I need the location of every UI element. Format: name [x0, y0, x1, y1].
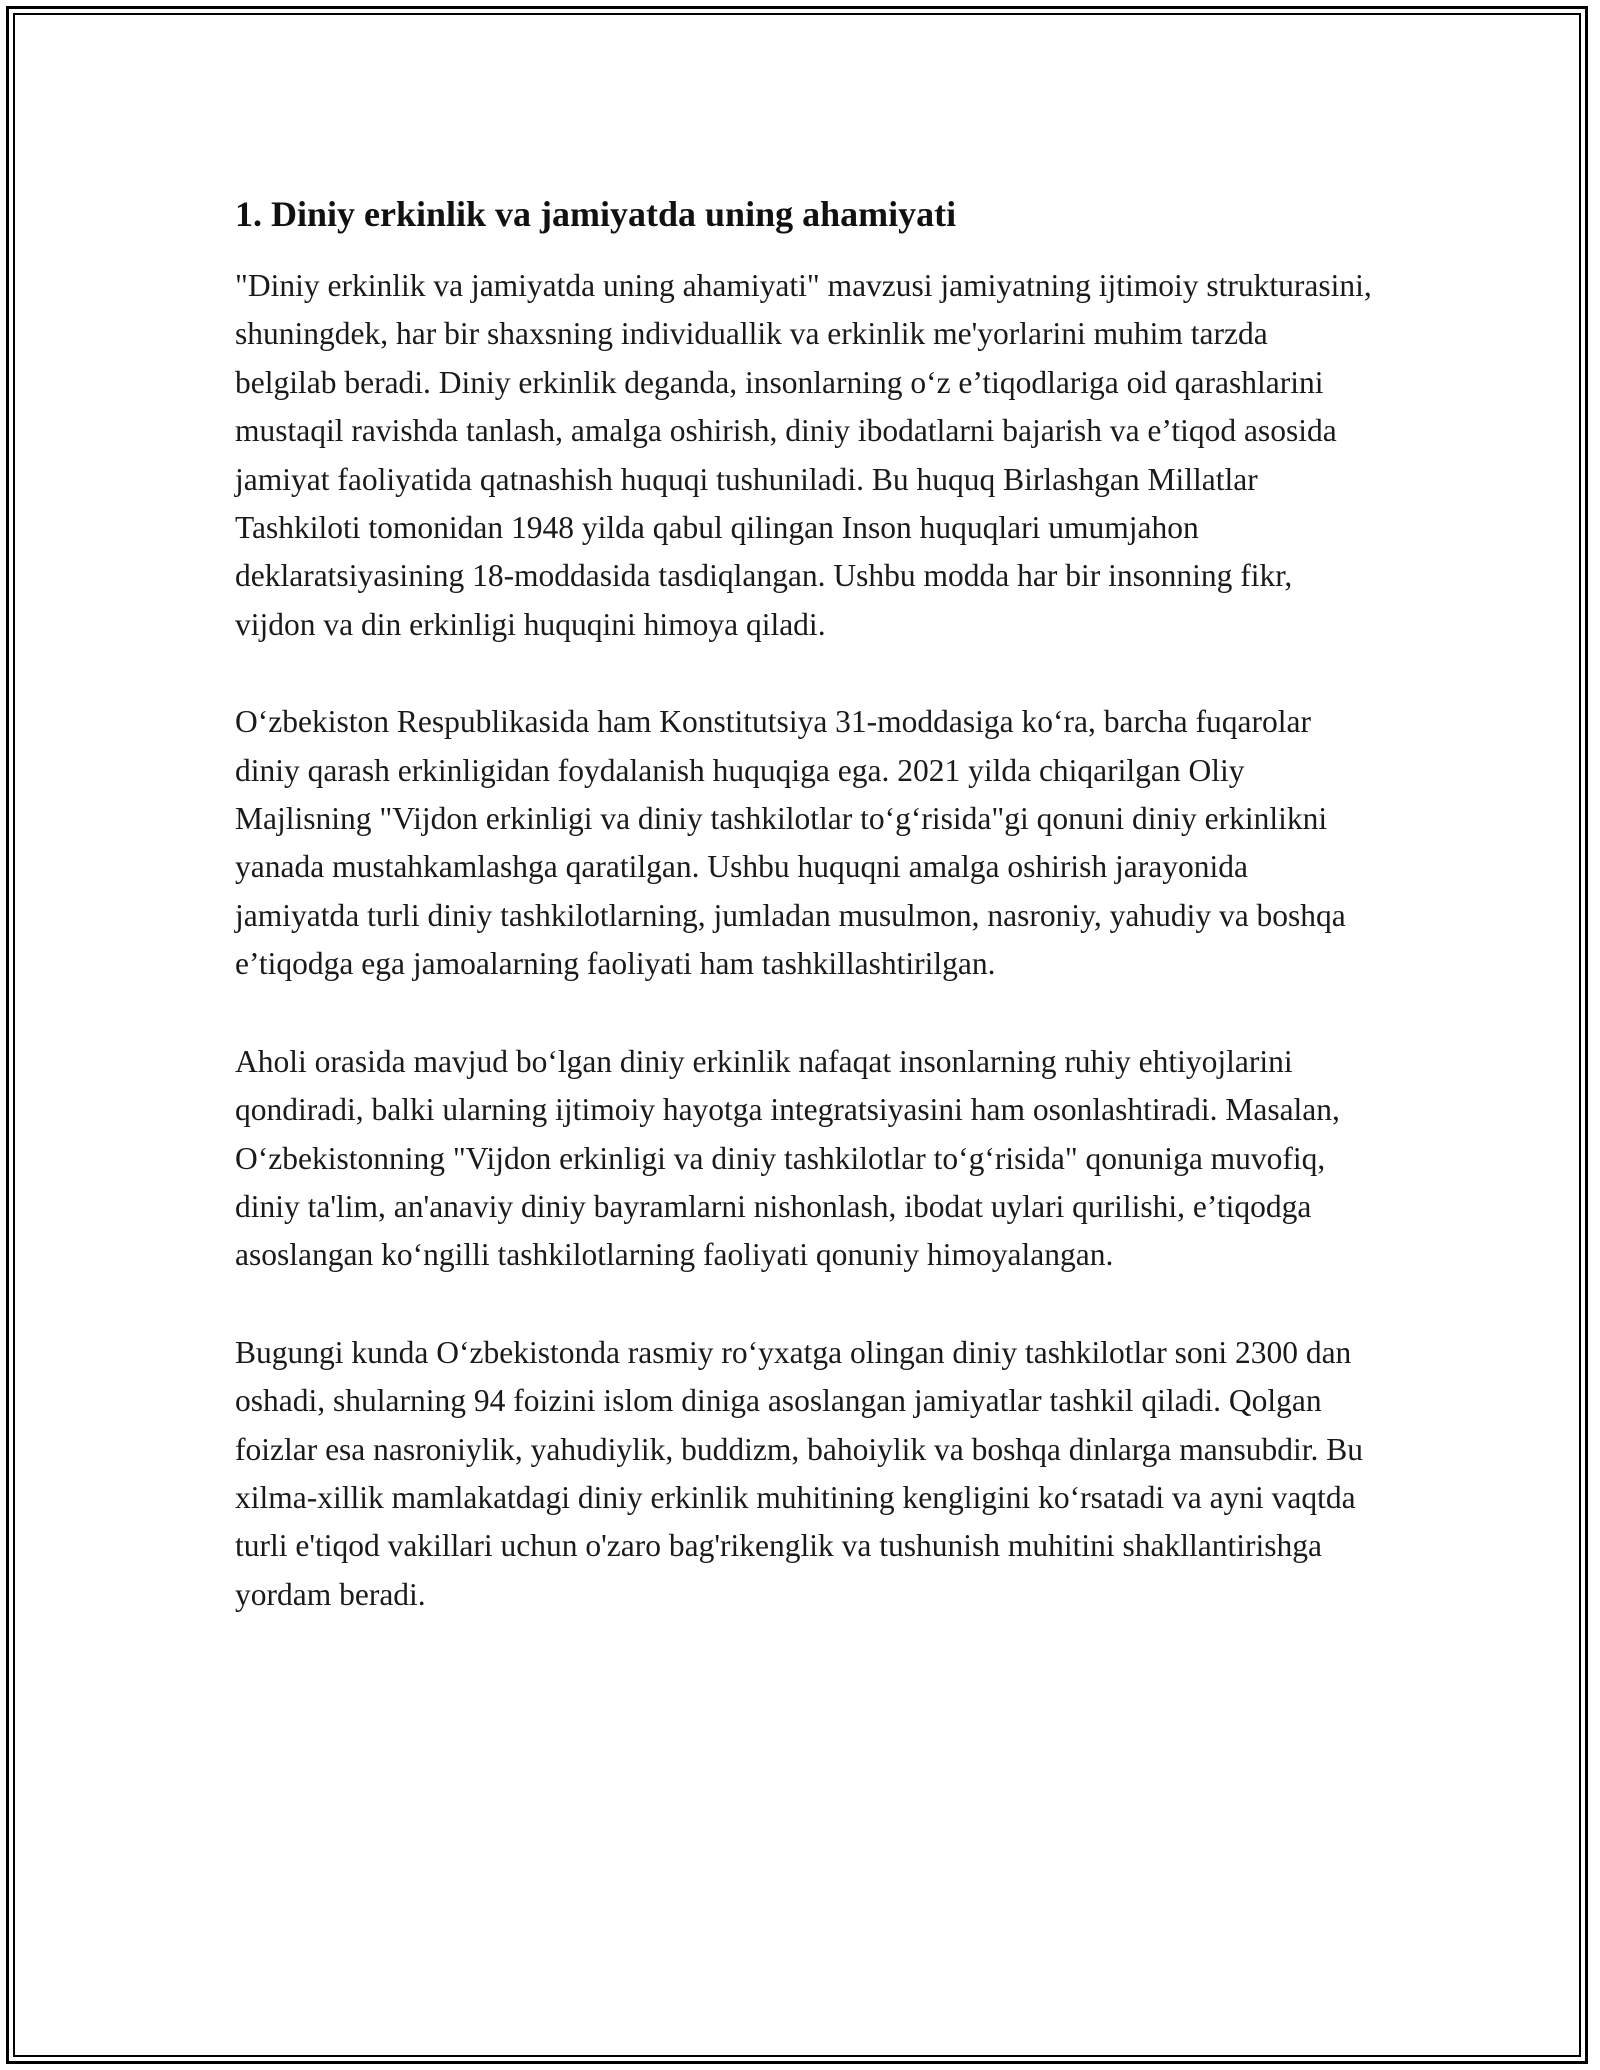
- paragraph-1: "Diniy erkinlik va jamiyatda uning ahamiyati" mavzusi jamiyatning ijtimoiy strukturasini, shuningdek, har bir shaxsning individuallik va erkinlik me'yorlarini muhim tarzda belgilab beradi. Diniy erkinlik deganda, insonlarning o‘z e’tiqodlariga oid qarashlarini mustaqil ravishda tanlash, amalga oshirish, diniy ibodatlarni bajarish va e’tiqod asosida jamiyat faoliyatida qatnashish huquqi tushuniladi. Bu huquq Birlashgan Millatlar Tashkiloti tomonidan 1948 yilda qabul qilingan Inson huquqlari umumjahon deklaratsiyasining 18-moddasida tasdiqlangan. Ushbu modda har bir insonning fikr, vijdon va din erkinligi huquqini himoya qiladi.: [235, 268, 1372, 642]
- paragraph-2: O‘zbekiston Respublikasida ham Konstitutsiya 31-moddasiga ko‘ra, barcha fuqarolar diniy qarash erkinligidan foydalanish huquqiga ega. 2021 yilda chiqarilgan Oliy Majlisning "Vijdon erkinligi va diniy tashkilotlar to‘g‘risida"gi qonuni diniy erkinlikni yanada mustahkamlashga qaratilgan. Ushbu huquqni amalga oshirish jarayonida jamiyatda turli diniy tashkilotlarning, jumladan musulmon, nasroniy, yahudiy va boshqa e’tiqodga ega jamoalarning faoliyati ham tashkillashtirilgan.: [235, 704, 1346, 982]
- document-body: [235, 188, 1375, 1619]
- section-heading: 1. Diniy erkinlik va jamiyatda uning ahamiyati: [235, 194, 957, 234]
- paragraph-3: Aholi orasida mavjud bo‘lgan diniy erkinlik nafaqat insonlarning ruhiy ehtiyojlarini qondiradi, balki ularning ijtimoiy hayotga integratsiyasini ham osonlashtiradi. Masalan, O‘zbekistonning "Vijdon erkinligi va diniy tashkilotlar to‘g‘risida" qonuniga muvofiq, diniy ta'lim, an'anaviy diniy bayramlarni nishonlash, ibodat uylari qurilishi, e’tiqodga asoslangan ko‘ngilli tashkilotlarning faoliyati qonuniy himoyalangan.: [235, 1043, 1340, 1273]
- paragraph-4: Bugungi kunda O‘zbekistonda rasmiy ro‘yxatga olingan diniy tashkilotlar soni 2300 dan oshadi, shularning 94 foizini islom diniga asoslangan jamiyatlar tashkil qiladi. Qolgan foizlar esa nasroniylik, yahudiylik, buddizm, bahoiylik va boshqa dinlarga mansubdir. Bu xilma-xillik mamlakatdagi diniy erkinlik muhitining kengligini ko‘rsatadi va ayni vaqtda turli e'tiqod vakillari uchun o'zaro bag'rikenglik va tushunish muhitini shakllantirishga yordam beradi.: [235, 1334, 1363, 1612]
